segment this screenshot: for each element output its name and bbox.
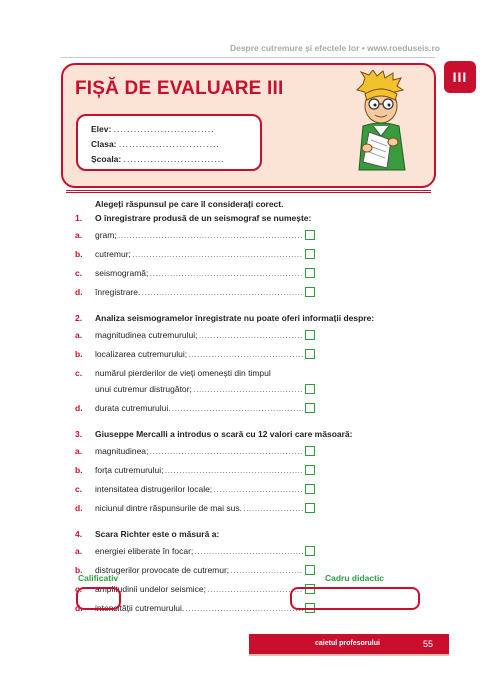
option-text: intensitatea distrugerilor locale; . . . <box>95 482 303 498</box>
section-divider <box>66 190 431 193</box>
option-letter: a. <box>75 546 83 556</box>
question-text: Analiza seismogramelor înregistrate nu poate oferi informații despre: <box>95 313 375 323</box>
footer-accent-line <box>249 654 449 656</box>
answer-option-3a <box>75 444 435 460</box>
option-letter: d. <box>75 403 83 413</box>
question-2-heading <box>75 312 435 325</box>
student-class-field[interactable]: .............................. <box>118 139 220 149</box>
option-letter: c. <box>75 584 83 594</box>
answer-checkbox[interactable] <box>305 230 315 240</box>
option-letter: d. <box>75 603 83 613</box>
option-text: seismogramă; . . . <box>95 266 303 282</box>
option-text: magnitudinea cutremurului; . . . <box>95 328 303 344</box>
answer-checkbox[interactable] <box>305 446 315 456</box>
footer-bar <box>249 634 449 655</box>
answer-checkbox[interactable] <box>305 330 315 340</box>
answer-option-1d <box>75 285 435 301</box>
option-letter: d. <box>75 503 83 513</box>
student-school-field[interactable]: .............................. <box>123 154 225 164</box>
option-letter: c. <box>75 368 83 378</box>
answer-option-4a <box>75 544 435 560</box>
answer-option-2c-continued <box>75 382 435 398</box>
answer-checkbox[interactable] <box>305 465 315 475</box>
student-class-label: Clasa: <box>91 139 117 149</box>
answer-checkbox[interactable] <box>305 503 315 513</box>
option-letter: b. <box>75 565 83 575</box>
site-header: Despre cutremure și efectele lor • www.roeduseis.ro <box>229 43 440 53</box>
worksheet-header-box <box>61 63 436 188</box>
student-name-field[interactable]: .............................. <box>113 124 215 134</box>
question-number: 4. <box>75 529 83 539</box>
answer-checkbox[interactable] <box>305 268 315 278</box>
student-info-box <box>76 114 262 171</box>
answer-option-2a <box>75 328 435 344</box>
answer-option-1b <box>75 247 435 263</box>
page-number: 55 <box>422 639 433 649</box>
option-text: niciunul dintre răspunsurile de mai sus. . . . <box>95 501 303 517</box>
instruction-text: Alegeți răspunsul pe care îl considerați corect. <box>95 199 284 209</box>
answer-option-3c <box>75 482 435 498</box>
question-3 <box>75 428 435 517</box>
question-1 <box>75 212 435 301</box>
grade-label: Calificativ <box>78 573 119 583</box>
option-letter-spacer <box>75 382 95 398</box>
option-text: magnitudinea; . . . <box>95 444 303 460</box>
answer-option-1c <box>75 266 435 282</box>
student-name-line <box>91 122 260 137</box>
option-text: durata cutremurului. . . . <box>95 401 303 417</box>
student-class-line <box>91 137 260 152</box>
option-letter: a. <box>75 230 83 240</box>
option-text: cutremur; . . . <box>95 247 303 263</box>
footer-book-title: caietul profesorului <box>315 640 380 647</box>
header-divider <box>60 57 435 58</box>
question-2 <box>75 312 435 417</box>
answer-checkbox[interactable] <box>305 384 315 394</box>
option-text-continued: unui cutremur distrugător; . . . <box>95 382 303 398</box>
question-4-heading <box>75 528 435 541</box>
question-3-heading <box>75 428 435 441</box>
answer-checkbox[interactable] <box>305 403 315 413</box>
option-text: gram; . . . <box>95 228 303 244</box>
option-text: înregistrare. . . . <box>95 285 303 301</box>
option-letter: d. <box>75 287 83 297</box>
answer-checkbox[interactable] <box>305 287 315 297</box>
option-letter: b. <box>75 249 83 259</box>
option-text: energiei eliberate în focar; . . . <box>95 544 303 560</box>
option-letter: b. <box>75 349 83 359</box>
teacher-signature-field[interactable] <box>290 587 420 610</box>
option-text: localizarea cutremurului; . . . <box>95 347 303 363</box>
question-1-heading <box>75 212 435 225</box>
student-school-line <box>91 152 260 167</box>
option-text: intensității cutremurului. . . . <box>95 601 303 617</box>
answer-option-1a <box>75 228 435 244</box>
answer-option-3d <box>75 501 435 517</box>
section-tab: III <box>444 61 476 93</box>
option-text: forța cutremurului; . . . <box>95 463 303 479</box>
teacher-label: Cadru didactic <box>325 573 385 583</box>
student-name-label: Elev: <box>91 124 112 134</box>
student-reading-illustration <box>351 70 429 185</box>
answer-option-2c <box>75 366 435 382</box>
answer-checkbox[interactable] <box>305 249 315 259</box>
question-number: 1. <box>75 213 83 223</box>
question-number: 2. <box>75 313 83 323</box>
answer-checkbox[interactable] <box>305 349 315 359</box>
question-text: Scara Richter este o măsură a: <box>95 529 220 539</box>
worksheet-title: FIȘĂ DE EVALUARE III <box>75 78 284 99</box>
answer-checkbox[interactable] <box>305 565 315 575</box>
option-text: distrugerilor provocate de cutremur; . . . <box>95 563 303 579</box>
answer-checkbox[interactable] <box>305 546 315 556</box>
answer-option-2b <box>75 347 435 363</box>
questions-area <box>75 199 435 617</box>
option-letter: b. <box>75 465 83 475</box>
answer-option-2d <box>75 401 435 417</box>
grade-field[interactable] <box>76 587 121 610</box>
option-letter: a. <box>75 330 83 340</box>
question-text: O înregistrare produsă de un seismograf se numește: <box>95 213 312 223</box>
option-text: amplitudinii undelor seismice; . . . <box>95 582 303 598</box>
answer-option-3b <box>75 463 435 479</box>
question-number: 3. <box>75 429 83 439</box>
option-letter: c. <box>75 484 83 494</box>
option-letter: a. <box>75 446 83 456</box>
option-text: numărul pierderilor de vieți omenești din timpul <box>95 368 271 378</box>
option-letter: c. <box>75 268 83 278</box>
question-text: Giuseppe Mercalli a introdus o scară cu 12 valori care măsoară: <box>95 429 353 439</box>
answer-checkbox[interactable] <box>305 484 315 494</box>
student-school-label: Școala: <box>91 154 122 164</box>
